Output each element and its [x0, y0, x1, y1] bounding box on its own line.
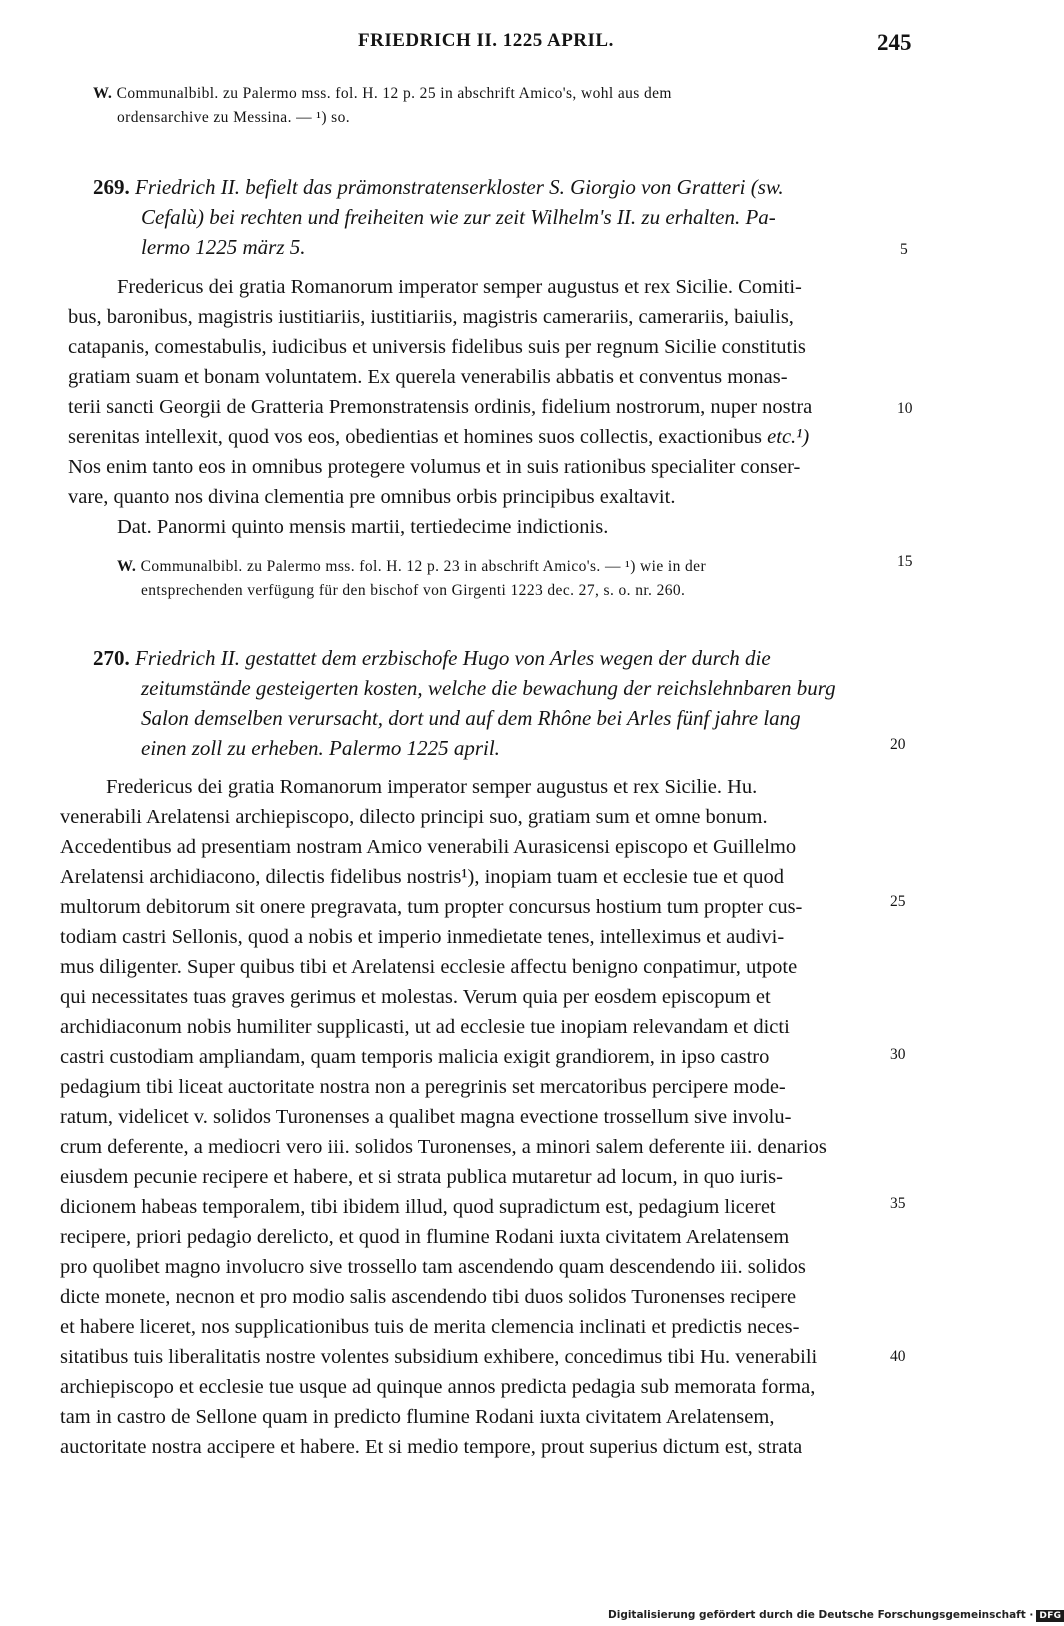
doc269-note-siglum: W. — [117, 558, 137, 575]
line-number-10: 10 — [897, 400, 913, 417]
prev-note-line-2: ordensarchive zu Messina. — ¹) so. — [117, 109, 351, 126]
dfg-logo: DFG — [1036, 1610, 1064, 1622]
doc270-text-line-18: dicte monete, necnon et pro modio salis ascendendo tibi duos solidos Turonenses recipere — [60, 1286, 797, 1308]
doc269-regest-line-2: Cefalù) bei rechten und freiheiten wie zur zeit Wilhelm's II. zu erhalten. Pa- — [141, 205, 776, 229]
doc270-text-line-1: Fredericus dei gratia Romanorum imperator semper augustus et rex Sicilie. Hu. — [106, 776, 758, 798]
doc269-regest-text-1: Friedrich II. befielt das prämonstratenserkloster S. Giorgio von Gratteri (sw. — [135, 175, 784, 199]
doc270-text-line-22: tam in castro de Sellone quam in predicto flumine Rodani iuxta civitatem Arelatensem, — [60, 1406, 775, 1428]
doc270-text-line-14: eiusdem pecunie recipere et habere, et si strata publica mutaretur ad locum, in quo iuris- — [60, 1166, 783, 1188]
doc270-text-line-3: Accedentibus ad presentiam nostram Amico venerabili Aurasicensi episcopo et Guillelmo — [60, 836, 797, 858]
doc270-number: 270. — [93, 646, 130, 670]
doc270-text-line-21: archiepiscopo et ecclesie tue usque ad quinque annos predicta pedagia sub memorata forma, — [60, 1376, 816, 1398]
doc270-regest-line-2: zeitumstände gesteigerten kosten, welche die bewachung der reichslehnbaren burg — [141, 676, 836, 700]
doc270-text-line-12: ratum, videlicet v. solidos Turonenses a qualibet magna evectione trossellum sive involu- — [60, 1106, 792, 1128]
doc269-datum: Dat. Panormi quinto mensis martii, tertiedecime indictionis. — [117, 516, 609, 538]
doc269-regest-line-1 — [93, 175, 784, 200]
doc270-text-line-19: et habere liceret, nos supplicationibus tuis de merita clemencia inclinati et predictis neces- — [60, 1316, 800, 1338]
doc270-regest-line-1 — [93, 646, 771, 671]
doc269-text-line-3: catapanis, comestabulis, iudicibus et universis fidelibus suis per regnum Sicilie constitutis — [68, 336, 806, 358]
doc270-text-line-13: crum deferente, a mediocri vero iii. solidos Turonenses, a minori salem deferente iii. denarios — [60, 1136, 827, 1158]
doc270-text-line-4: Arelatensi archidiacono, dilectis fidelibus nostris¹), inopiam tuam et ecclesie tue et quod — [60, 866, 784, 888]
line-number-35: 35 — [890, 1195, 906, 1212]
doc269-number: 269. — [93, 175, 130, 199]
doc270-text-line-11: pedagium tibi liceat auctoritate nostra non a peregrinis set mercatoribus percipere mode- — [60, 1076, 786, 1098]
doc269-etc: etc.¹) — [767, 426, 810, 448]
doc269-text-line-7: Nos enim tanto eos in omnibus protegere volumus et in suis rationibus specialiter conser- — [68, 456, 801, 478]
doc269-text-line-8: vare, quanto nos divina clementia pre omnibus orbis principibus exaltavit. — [68, 486, 676, 508]
line-number-15: 15 — [897, 553, 913, 570]
doc270-text-line-23: auctoritate nostra accipere et habere. Et si medio tempore, prout superius dictum est, strata — [60, 1436, 803, 1458]
running-title: FRIEDRICH II. 1225 APRIL. — [358, 30, 614, 51]
doc270-regest-line-4: einen zoll zu erheben. Palermo 1225 april. — [141, 736, 500, 760]
line-number-30: 30 — [890, 1046, 906, 1063]
line-number-5: 5 — [900, 241, 908, 258]
doc269-note-line-1 — [117, 558, 706, 576]
doc269-text-line-2: bus, baronibus, magistris iustitiariis, iustitiariis, magistris camerariis, camerariis, baiulis, — [68, 306, 794, 328]
prev-note-siglum: W. — [93, 85, 113, 102]
line-number-40: 40 — [890, 1348, 906, 1365]
doc270-text-line-15: dicionem habeas temporalem, tibi ibidem illud, quod supradictum est, pedagium liceret — [60, 1196, 776, 1218]
doc270-text-line-10: castri custodiam ampliandam, quam temporis malicia exigit grandiorem, in ipso castro — [60, 1046, 770, 1068]
footer-credit — [608, 1609, 1064, 1622]
prev-note-line-1 — [93, 85, 672, 103]
doc269-text-line-4: gratiam suam et bonam voluntatem. Ex querela venerabilis abbatis et conventus monas- — [68, 366, 788, 388]
doc270-text-line-9: archidiaconum nobis humiliter supplicasti, ut ad ecclesie tue inopiam relevandam et dicti — [60, 1016, 790, 1038]
doc270-regest-line-3: Salon demselben verursacht, dort und auf dem Rhône bei Arles fünf jahre lang — [141, 706, 801, 730]
doc269-text-6-main: serenitas intellexit, quod vos eos, obedientias et homines suos collectis, exactionibus — [68, 426, 763, 448]
line-number-20: 20 — [890, 736, 906, 753]
doc270-text-line-16: recipere, priori pedagio derelicto, et quod in flumine Rodani iuxta civitatem Arelatensem — [60, 1226, 790, 1248]
line-number-25: 25 — [890, 893, 906, 910]
prev-note-text-1: Communalbibl. zu Palermo mss. fol. H. 12 p. 25 in abschrift Amico's, wohl aus dem — [116, 85, 672, 102]
doc270-text-line-7: mus diligenter. Super quibus tibi et Arelatensi ecclesie affectu benigno conpatimur, utpote — [60, 956, 798, 978]
doc270-text-line-20: sitatibus tuis liberalitatis nostre volentes subsidium exhibere, concedimus tibi Hu. venerabili — [60, 1346, 818, 1368]
doc270-text-line-2: venerabili Arelatensi archiepiscopo, dilecto principi suo, gratiam sum et omne bonum. — [60, 806, 768, 828]
doc269-note-line-2: entsprechenden verfügung für den bischof von Girgenti 1223 dec. 27, s. o. nr. 260. — [141, 582, 686, 599]
doc269-text-line-6 — [68, 426, 809, 449]
footer-text: Digitalisierung gefördert durch die Deutsche Forschungsgemeinschaft · — [608, 1609, 1034, 1621]
doc269-regest-line-3: lermo 1225 märz 5. — [141, 235, 306, 259]
doc270-text-line-6: todiam castri Sellonis, quod a nobis et imperio inmedietate tenes, intelleximus et audivi- — [60, 926, 785, 948]
doc270-text-line-17: pro quolibet magno involucro sive trossello tam ascendendo quam descendendo iii. solidos — [60, 1256, 806, 1278]
doc270-text-line-8: qui necessitates tuas graves gerimus et molestas. Verum quia per eosdem episcopum et — [60, 986, 771, 1008]
doc269-text-line-1: Fredericus dei gratia Romanorum imperator semper augustus et rex Sicilie. Comiti- — [117, 276, 802, 298]
doc269-note-text-1: Communalbibl. zu Palermo mss. fol. H. 12 p. 23 in abschrift Amico's. — ¹) wie in der — [140, 558, 707, 575]
doc270-regest-text-1: Friedrich II. gestattet dem erzbischofe Hugo von Arles wegen der durch die — [135, 646, 771, 670]
doc270-text-line-5: multorum debitorum sit onere pregravata, tum propter concursus hostium tum propter cus- — [60, 896, 803, 918]
doc269-text-line-5: terii sancti Georgii de Gratteria Premonstratensis ordinis, fidelium nostrorum, nuper nostra — [68, 396, 813, 418]
page-number: 245 — [877, 30, 912, 55]
